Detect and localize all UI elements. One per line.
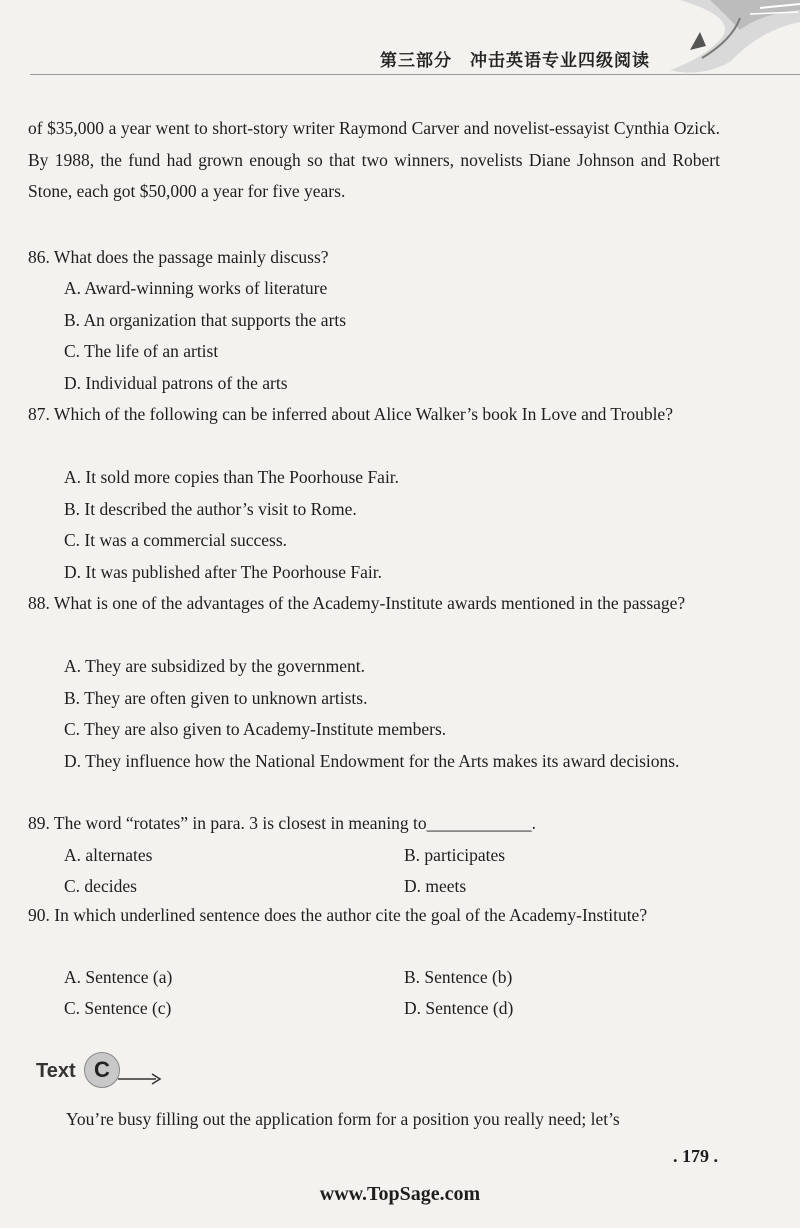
question-86-option-b: B. An organization that supports the arts [64, 310, 347, 330]
question-88-option-d: D. They influence how the National Endowment for the Arts makes its award decisions. [64, 751, 680, 771]
page-number: . 179 . [673, 1146, 718, 1166]
question-88-stem: 88. What is one of the advantages of the Academy-Institute awards mentioned in the passage? [28, 593, 686, 613]
header-title: 第三部分 冲击英语专业四级阅读 [380, 51, 650, 71]
section-badge-text-c [28, 1050, 168, 1094]
page-header [0, 0, 800, 95]
question-89-stem-text: 89. The word “rotates” in para. 3 is closest in meaning to [28, 813, 427, 833]
question-88-option-c: C. They are also given to Academy-Institute members. [64, 719, 447, 739]
question-90-option-a: A. Sentence (a) [64, 967, 173, 987]
header-divider [30, 74, 800, 75]
question-89-option-d: D. meets [404, 876, 467, 896]
header-swoosh-decoration [640, 0, 800, 80]
question-87-option-a: A. It sold more copies than The Poorhouse Fair. [64, 467, 400, 487]
question-88-option-a: A. They are subsidized by the government. [64, 656, 365, 676]
question-89-stem [28, 808, 720, 840]
question-88-option-b: B. They are often given to unknown artists. [64, 688, 368, 708]
question-90-option-c: C. Sentence (c) [64, 998, 172, 1018]
question-90-option-d: D. Sentence (d) [404, 998, 514, 1018]
question-87-option-d: D. It was published after The Poorhouse Fair. [64, 562, 383, 582]
question-89-option-c: C. decides [64, 876, 137, 896]
question-86-option-c: C. The life of an artist [64, 341, 219, 361]
question-89-blank: ____________. [426, 813, 537, 833]
passage-paragraph: of $35,000 a year went to short-story writer Raymond Carver and novelist-essayist Cynthia Ozick. By 1988, the fund had grown enough so that two winners, novelists Diane Johnson and Robert Stone, each got $50,000 a year for five years. [28, 118, 720, 201]
arrow-right-icon [118, 1072, 162, 1086]
text-c-first-line: You’re busy filling out the application form for a position you really need; let’s [66, 1109, 620, 1129]
question-89-option-a: A. alternates [64, 845, 153, 865]
question-86-option-a: A. Award-winning works of literature [64, 278, 328, 298]
question-87-option-c: C. It was a commercial success. [64, 530, 288, 550]
question-86-option-d: D. Individual patrons of the arts [64, 373, 288, 393]
question-87-option-b: B. It described the author’s visit to Rome. [64, 499, 357, 519]
section-badge-label: Text [36, 1060, 76, 1082]
footer-website: www.TopSage.com [319, 1183, 481, 1205]
question-87-stem: 87. Which of the following can be inferred about Alice Walker’s book In Love and Trouble? [28, 404, 673, 424]
section-badge-letter: C [84, 1052, 120, 1088]
question-90-stem: 90. In which underlined sentence does the author cite the goal of the Academy-Institute? [28, 905, 648, 925]
question-86-stem: 86. What does the passage mainly discuss? [28, 247, 329, 267]
question-89-option-b: B. participates [404, 845, 506, 865]
question-90-option-b: B. Sentence (b) [404, 967, 513, 987]
